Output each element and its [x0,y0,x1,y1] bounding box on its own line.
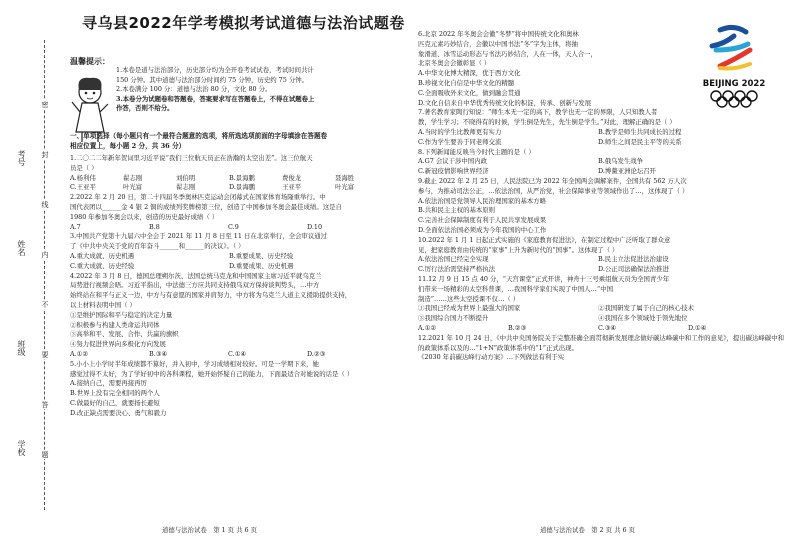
option[interactable]: D.文化自信来自中华优秀传统文化的积淀，传承、创新与发展 [418,98,592,107]
option[interactable]: B.③④ [149,349,168,358]
notice-heading: 温馨提示： [70,56,110,66]
notice-block [116,66,386,114]
option[interactable]: C.王亚平 [70,183,96,192]
notice-line: 2.本卷满分 100 分：道德与法治 80 分，文化 80 分。 [116,85,272,94]
question-stem: 8.下列新闻能反映当今时代主题的是（ ） [418,147,535,156]
question-stem-line: 见，把家庭教育由传统的“家事”上升为新时代的“国事”。这体现了（ ） [418,245,619,254]
option-row [418,197,784,207]
section-heading-line: 相应位置上，每小题 2 分，共 36 分） [70,141,186,150]
option-row [70,321,388,331]
option-row [70,409,388,419]
question-stem-line: 始终站在和平与正义一边，中方与有意愿的国家并肩努力，中方将为乌克兰人道主义援助提供支持， [70,291,352,300]
option[interactable]: C.①④ [228,349,247,358]
option-row [70,330,388,340]
option-row [418,324,784,334]
binding-mark: 内 [41,251,49,258]
option[interactable]: ①是维护国际和平与稳定的决定力量 [70,310,173,319]
binding-mark: 线 [41,201,49,208]
binding-mark: 答 [41,401,49,408]
winter-olympics-emblem-icon [690,20,778,110]
binding-mark: 密 [41,101,49,108]
notice-line: 150 分钟。其中道德与法治部分时间约 75 分钟，历史约 75 分钟。 [116,75,308,84]
exam-number-label: 考号 [17,150,26,166]
option-row [70,174,388,184]
option[interactable]: 王亚平 [282,183,302,192]
option-row [418,167,784,177]
option-row [70,223,388,233]
question-stem-line: 教，学生学习；不晓得有的时候，学生倒是先生，先生倒是学生。”对此，理解正确的是（ ） [418,118,676,127]
footer-right: 道德与法治试卷 第 2 页 共 6 页 [540,526,635,534]
option-row [70,311,388,321]
option-row [70,350,388,360]
question-stem: 2.2022 年 2 月 20 日，第二十四届冬季奥林匹克运动会闭幕式在国家体育场隆重举行。中 [70,193,326,202]
option[interactable]: B.教学是师生共同成长的过程 [598,127,682,136]
option[interactable]: A.重大成就、历史机遇 [70,251,135,260]
question-stem-line: 制造”……这些太空授课不仅…（ ） [418,294,520,303]
option[interactable]: D.师生之间是民主平等的关系 [598,137,682,146]
notice-line: 1.本卷是道与法治部分，历史部分均为全开卷考试试卷，考试时间共计 [116,66,314,74]
option-row [418,157,784,167]
option[interactable]: C.新冠疫情影响世界经济 [418,167,489,176]
option[interactable]: A.依法治国已经完全实现 [418,255,489,264]
option-row [418,314,784,324]
question-stem-line: 感觉过得不太好，为了学好初中的各科课程，她开始怀疑自己的能力，下面最适合对她说的话是（ ） [70,369,354,378]
option[interactable]: D.景海鹏 [229,183,256,192]
option[interactable]: C.9 [228,222,239,231]
option[interactable]: C.完善社会保障制度有利于人民共享发展成果 [418,216,547,225]
binding-line [44,40,45,510]
option[interactable]: A.①② [70,349,89,358]
option[interactable]: C.③④ [598,323,617,332]
question-stem-line: 参与，为推动司法公正，…依法治国，从严治党，社会保障事业等领域作出了…，这体现了（ ） [418,186,689,195]
question-stem: 12.2021 年 10 月 24 日，《中共中央国务院关于完整准确全面贯彻新发展理念做好碳达峰碳中和工作的意见》，提出碳达峰碳中和的政策体系以及的…“1+N”政策体系中的“1”正式出现。 [418,333,784,352]
option-row [418,255,784,265]
question-stem-line: 北京冬奥会会徽彰显（ ） [418,59,491,68]
notice-line: 3.本卷分为试题卷和答题卷，答案要求写在答题卷上，不得在试题卷上 [116,94,315,103]
binding-mark: 不 [41,301,49,308]
question-stem: 7.著名教育家陶行知说：“师生本无一定的高下，教学也无一定的界限，人只知教人者 [418,108,658,117]
option[interactable]: ④我国在多个领域处于领先地位 [598,314,688,323]
option[interactable]: C.做最好的自己，就要扬长避短 [70,398,160,407]
question-stem-line: 匹克元素巧妙结合，会徽以中国书法“冬”字为主体，将抽 [418,39,578,48]
option[interactable]: A.G7 会议干涉中国内政 [418,157,487,166]
option[interactable]: B.景海鹏 [229,173,255,182]
question-stem: 9.截止 2022 年 2 月 25 日，人民法院已为 2022 年全国两会调解案件，全国共有 562 万人次 [418,176,687,185]
option[interactable]: A.①② [418,323,437,332]
binding-mark: 封 [41,151,49,158]
option[interactable]: ③我国综合国力不断提升 [418,314,489,323]
option[interactable]: A.接纳自己，需要再接再厉 [70,379,147,388]
option-row [70,340,388,350]
logo-text: BEIJING 2022 [702,79,766,89]
question-stem-line: 《2030 年前碳达峰行动方案》…下列做法有利于实 [418,353,565,362]
notice-line: 作答，否则不给分。 [116,104,174,113]
question-stem: 11.12 月 9 日 15 点 40 分，“天宫课堂”正式开讲，神舟十三号乘组航天员为全国青少年 [418,274,670,283]
option[interactable]: D.改正缺点需要决心、勇气和毅力 [70,408,167,417]
option[interactable]: 翟志刚 [123,173,143,182]
option-row [418,206,784,216]
binding-strip [0,0,62,550]
option[interactable]: B.8 [149,222,160,231]
option[interactable]: B.珍视文化自信是中华文化的精髓 [418,78,515,87]
option-row [70,262,388,272]
question-stem-line: 了《中共中央关于党的百年奋斗______和______的决议》。（ ） [70,242,245,251]
binding-mark: 题 [41,451,49,458]
option-row [418,226,784,236]
option[interactable]: B.俄乌发生战争 [598,157,644,166]
option-row [418,265,784,275]
option[interactable]: ③高举和平、发展、合作、共赢的旗帜 [70,330,179,339]
name-label: 姓名 [17,240,26,256]
left-question-column [70,154,388,419]
option[interactable]: D.①④ [688,323,707,332]
option-row [418,128,784,138]
option[interactable]: 叶光富 [123,183,143,192]
option[interactable]: 翟志刚 [176,183,196,192]
class-label: 班级 [17,340,26,356]
option[interactable]: A.7 [70,222,81,231]
question-stem: 5.小小上小学时半年成绩都不算好，并入初中，学习成绩相对较好。可是一学期下来，她 [70,359,319,368]
option-row [70,252,388,262]
option[interactable]: ②积极参与构建人类命运共同体 [70,320,160,329]
page-title: 寻乌县2022年学考模拟考试道德与法治试题卷 [82,14,405,32]
option[interactable]: ②我国研发了属于自己的核心技术 [598,304,694,313]
question-stem: 1.二〇二二年新年贺词里习近平说“我们三位航天员正在浩瀚的太空出差”。这三位航天 [70,154,313,162]
question-stem: 6.北京 2022 年冬奥会会徽“冬梦”将中国传统文化和奥林 [418,30,579,38]
school-label: 学校 [17,440,26,456]
option-row [418,138,784,148]
question-stem-line: 局势进行视频会晤。习近平指出，中法德三方应共同支持俄乌双方保持谈判势头，…中方 [70,281,320,290]
option[interactable]: D.重要成果、历史机遇 [229,261,294,270]
question-stem-line: 象滑道、冰雪运动形态与书法巧妙结合，人在一体，天人合一， [418,49,597,58]
question-stem: 4.2022 年 3 月 8 日，德国总理朔尔茨、法国总统马克龙和中国国家主席习近平就乌克兰 [70,271,322,280]
option[interactable]: B.共和民主主权的基本原则 [418,206,496,215]
footer-left: 道德与法治试卷 第 1 页 共 6 页 [162,526,257,534]
option[interactable]: A.当时的学生比教师更有实力 [418,127,502,136]
option[interactable]: C.厉行法治需坚持严格执法 [418,265,495,274]
option[interactable]: 刘伯明 [176,173,196,182]
option[interactable]: D.10 [307,222,323,231]
binding-mark: 要 [41,351,49,358]
option[interactable]: 费俊龙 [282,173,302,182]
option[interactable]: 聂海胜 [335,173,355,182]
option[interactable]: 叶光富 [335,183,355,192]
option[interactable]: C.重大成就、历史经验 [70,261,135,270]
option[interactable]: B.②③ [508,323,527,332]
option[interactable]: D.公正司法确保法治推进 [598,265,669,274]
option-row [70,379,388,389]
option[interactable]: C.全面吸收外来文化，做到融会贯通 [418,88,521,97]
option[interactable]: B.民主立法促进法治建设 [598,255,669,264]
option-row [418,216,784,226]
option-row [418,304,784,314]
question-stem-line: 1980 年参加冬奥会以来，创造的历史最好成绩（ ） [70,212,219,221]
option-row [70,183,388,193]
section-heading-line: 一、单项选择（每小题只有一个最符合题意的选项，将所选选项前面的字母填涂在答题卷 [70,132,328,140]
option[interactable]: B.世界上没有完全相同的两个人 [70,389,160,398]
question-stem: 10.2022 年 1 月 1 日起正式实施的《家庭教育促进法》，在制定过程中广泛听取了群众意 [418,235,671,244]
option[interactable]: B.重要成果、历史经验 [229,251,294,260]
option[interactable]: A.依法治国是党领导人民治理国家的基本方略 [418,196,547,205]
option[interactable]: ④努力促进世界向多极化方向发展 [70,340,166,349]
option[interactable]: D.博鳌亚洲论坛召开 [598,167,657,176]
option-row [70,389,388,399]
option[interactable]: D.②③ [307,349,326,358]
section-heading [70,132,390,151]
question-stem-line: 以上材料表明中国（ ） [70,300,136,309]
question-stem: 3.中国共产党第十九届六中全会于 2021 年 11 月 8 日至 11 日在北京举行，全会审议通过 [70,232,328,241]
option-row [70,399,388,409]
question-stem-line: 员是（ ） [70,163,98,172]
question-stem-line: 们带来一场精彩的太空科普课，…我国科学家们实现了中国人…“中国 [418,284,613,293]
question-stem-line: 国代表团以______金 4 银 2 铜的成绩列奖牌榜第三位，创造了中国参加冬奥会最佳成绩。这是自 [70,202,342,211]
option[interactable]: A.杨利伟 [70,173,96,182]
option[interactable]: ①我国已经成为世界上最强大的国家 [418,304,521,313]
option[interactable]: A.中华文化博大精深，优于西方文化 [418,69,521,78]
option[interactable]: D.全面依法治国必须成为今年我国的中心工作 [418,225,547,234]
option[interactable]: C.作为学生要善于同老师交流 [418,137,502,146]
